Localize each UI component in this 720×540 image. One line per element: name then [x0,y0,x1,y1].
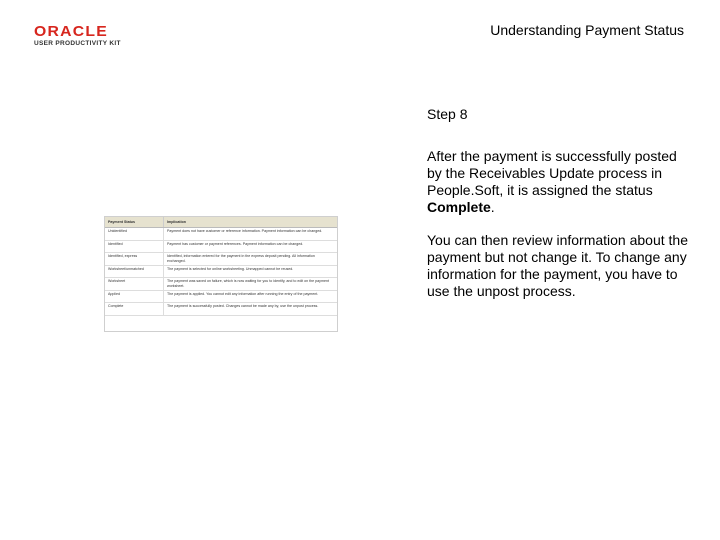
table-cell: Worksheet [105,278,164,291]
page-title: Understanding Payment Status [490,22,684,38]
payment-status-table-image [104,216,338,332]
table-cell: Payment does not have customer or reference information. Payment information can be changed. [164,228,338,241]
table-cell: Identified [105,240,164,253]
table-cell: The payment is successfully posted. Changes cannot be made any by, use the unpost process. [164,303,338,316]
table-cell: The payment is selected for online worksheeting. Unmapped cannot be reused. [164,265,338,278]
paragraph1-end: . [490,199,495,215]
table-cell: Identified, express [105,253,164,266]
table-row [105,278,337,291]
table-cell: Worksheet/unmatched [105,265,164,278]
table-row [105,303,337,316]
table-cell: Applied [105,290,164,303]
table-cell: Identified, information entered for the payment in the express deposit pending. All information exchanged. [164,253,338,266]
logo-tagline: USER PRODUCTIVITY KIT [34,40,121,47]
column-header: Payment Status [105,217,164,228]
oracle-wordmark: ORACLE [34,23,109,40]
status-complete-bold: Complete [427,199,491,215]
table-header-row [105,217,337,228]
oracle-upk-logo [34,24,134,48]
table-cell: Payment has customer or payment references. Payment information can be changed. [164,240,338,253]
column-header: Implication [164,217,338,228]
table-cell: Unidentified [105,228,164,241]
paragraph-complete-status [427,148,689,216]
table-row [105,265,337,278]
table-cell: The payment was saved on failure, which is now waiting for you to identify, and to edit on the payment worksheet. [164,278,338,291]
table-cell: The payment is applied. You cannot edit any information after running the entry of the payment. [164,290,338,303]
table-row [105,240,337,253]
paragraph-unpost: You can then review information about the payment but not change it. To change any information for the payment, you have to use the unpost process. [427,232,688,299]
paragraph1-text: After the payment is successfully posted by the Receivables Update process in People.Soft, it is assigned the status [427,148,677,198]
table-row [105,290,337,303]
step-label: Step 8 [427,106,468,122]
table-cell: Complete [105,303,164,316]
table-row [105,253,337,266]
table-row [105,228,337,241]
payment-status-table [105,217,337,316]
